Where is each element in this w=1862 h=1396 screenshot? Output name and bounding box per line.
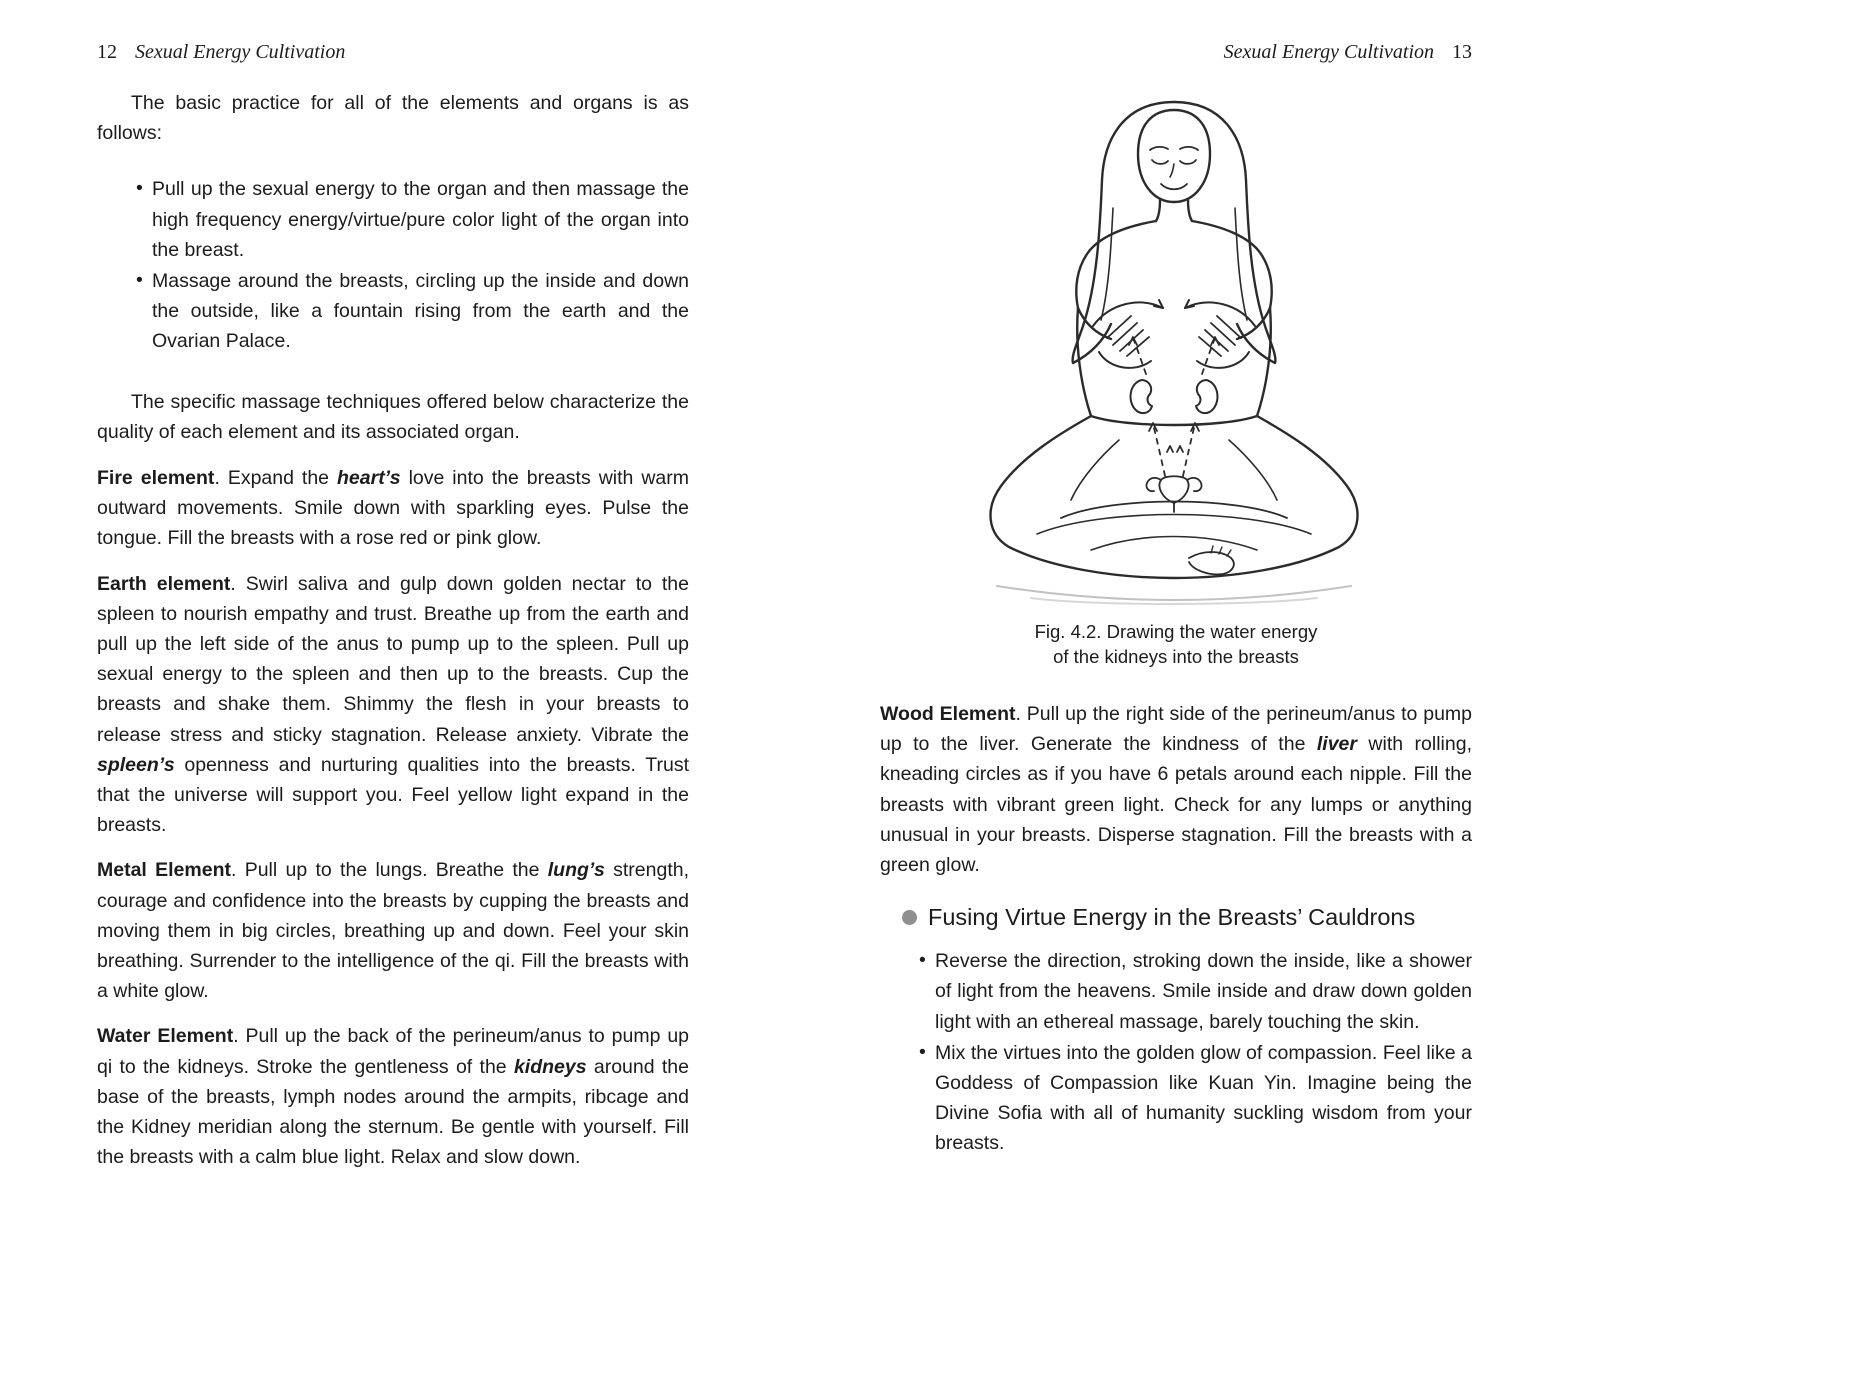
running-title: Sexual Energy Cultivation — [1223, 41, 1434, 63]
bullet-item — [97, 174, 689, 265]
bullet-icon: • — [919, 1040, 926, 1063]
water-element-paragraph: Water Element. Pull up the back of the perineum/anus to pump up qi to the kidneys. Stroke the gentleness of the kidneys around the base of the breasts, lymph nodes around the armpits, ribcage and the Kidney meridian along the sternum. Be gentle with yourself. Fill the breasts with a calm blue light. Relax and slow down. — [97, 1025, 690, 1169]
organ-name: liver — [1316, 733, 1357, 756]
bullet-icon: • — [136, 269, 143, 292]
bullet-item — [880, 946, 1472, 1037]
organ-name: lung’s — [547, 859, 605, 882]
bullet-text: Reverse the direction, stroking down the inside, like a shower of light from the heavens. Smile inside and draw down golden light with an ethereal massage, barely touching the skin. — [935, 950, 1472, 1033]
bullet-item — [97, 266, 689, 357]
bullet-item — [880, 1038, 1472, 1159]
page-number: 12 — [97, 41, 117, 63]
running-title: Sexual Energy Cultivation — [135, 41, 346, 63]
bullet-icon: • — [136, 177, 143, 200]
wood-element-paragraph: Wood Element. Pull up the right side of the perineum/anus to pump up to the liver. Generate the kindness of the liver with rolling, kneading circles as if you have 6 petals around each nipple. Fill the breasts with vibrant green light. Check for any lumps or anything unusual in your breasts. Disperse stagnation. Fill the breasts with a green glow. — [880, 703, 1472, 877]
element-name: Water Element — [97, 1025, 234, 1048]
techniques-paragraph: The specific massage techniques offered below characterize the quality of each element and its associated organ. — [97, 390, 689, 443]
section-heading-text: Fusing Virtue Energy in the Breasts’ Cauldrons — [928, 904, 1416, 931]
uterus — [1146, 476, 1201, 512]
figure-4-2 — [880, 88, 1472, 613]
metal-element-paragraph: Metal Element. Pull up to the lungs. Breathe the lung’s strength, courage and confidence into the breasts by cupping the breasts and moving them in big circles, breathing up and down. Feel your skin breathing. Surrender to the intelligence of the qi. Fill the breasts with a white glow. — [97, 859, 689, 1003]
kidneys — [1131, 380, 1218, 413]
face — [1138, 110, 1210, 202]
organ-name: spleen’s — [97, 753, 175, 776]
practice-bullet-list — [97, 174, 689, 356]
section-heading-fusing — [902, 902, 1472, 932]
section-bullet-icon — [902, 910, 917, 925]
bullet-text: Mix the virtues into the golden glow of compassion. Feel like a Goddess of Compassion like Kuan Yin. Imagine being the Divine Sofia with all of humanity suckling wisdom from your breasts. — [935, 1041, 1472, 1155]
element-name: Metal Element — [97, 859, 231, 882]
fire-element-paragraph: Fire element. Expand the heart’s love into the breasts with warm outward movements. Smile down with sparkling eyes. Pulse the tongue. Fill the breasts with a rose red or pink glow. — [97, 467, 689, 550]
page-number: 13 — [1452, 41, 1472, 63]
bullet-icon: • — [919, 949, 926, 972]
figure-caption — [880, 619, 1472, 669]
fusing-bullet-list — [880, 946, 1472, 1158]
organ-name: kidneys — [513, 1055, 587, 1078]
energy-arrows — [1093, 300, 1255, 326]
element-name: Wood Element — [880, 703, 1016, 725]
figure-caption-line1: Fig. 4.2. Drawing the water energy — [1034, 621, 1318, 642]
element-name: Earth element — [97, 572, 231, 595]
earth-element-paragraph: Earth element. Swirl saliva and gulp down golden nectar to the spleen to nourish empathy and trust. Breathe up from the earth and pull up the left side of the anus to pump up to the spleen. Pull up sexual energy to the spleen and then up to the breasts. Cup the breasts and shake them. Shimmy the flesh in your breasts to release stress and sticky stagnation. Release anxiety. Vibrate the spleen’s openness and nurturing qualities into the breasts. Trust that the universe will support you. Feel yellow light expand in the breasts. — [97, 572, 689, 837]
right-hand — [1199, 316, 1241, 356]
running-head-left — [97, 40, 689, 64]
intro-paragraph: The basic practice for all of the elements and organs is as follows: — [97, 92, 689, 145]
bullet-text: Pull up the sexual energy to the organ and then massage the high frequency energy/virtue/pure color light of the organ into the breast. — [152, 178, 689, 261]
meditating-figure-illustration — [941, 88, 1411, 608]
running-head-right — [880, 40, 1472, 64]
element-name: Fire element — [97, 467, 215, 490]
ground-shading — [997, 586, 1351, 604]
figure-caption-line2: of the kidneys into the breasts — [1053, 646, 1299, 667]
organ-name: heart’s — [337, 467, 401, 490]
energy-lines — [1133, 338, 1215, 476]
left-hand — [1107, 316, 1149, 356]
page-left — [97, 40, 689, 1188]
bullet-text: Massage around the breasts, circling up the inside and down the outside, like a fountain rising from the earth and the Ovarian Palace. — [152, 270, 689, 353]
page-right — [880, 40, 1472, 1160]
legs — [991, 416, 1358, 578]
